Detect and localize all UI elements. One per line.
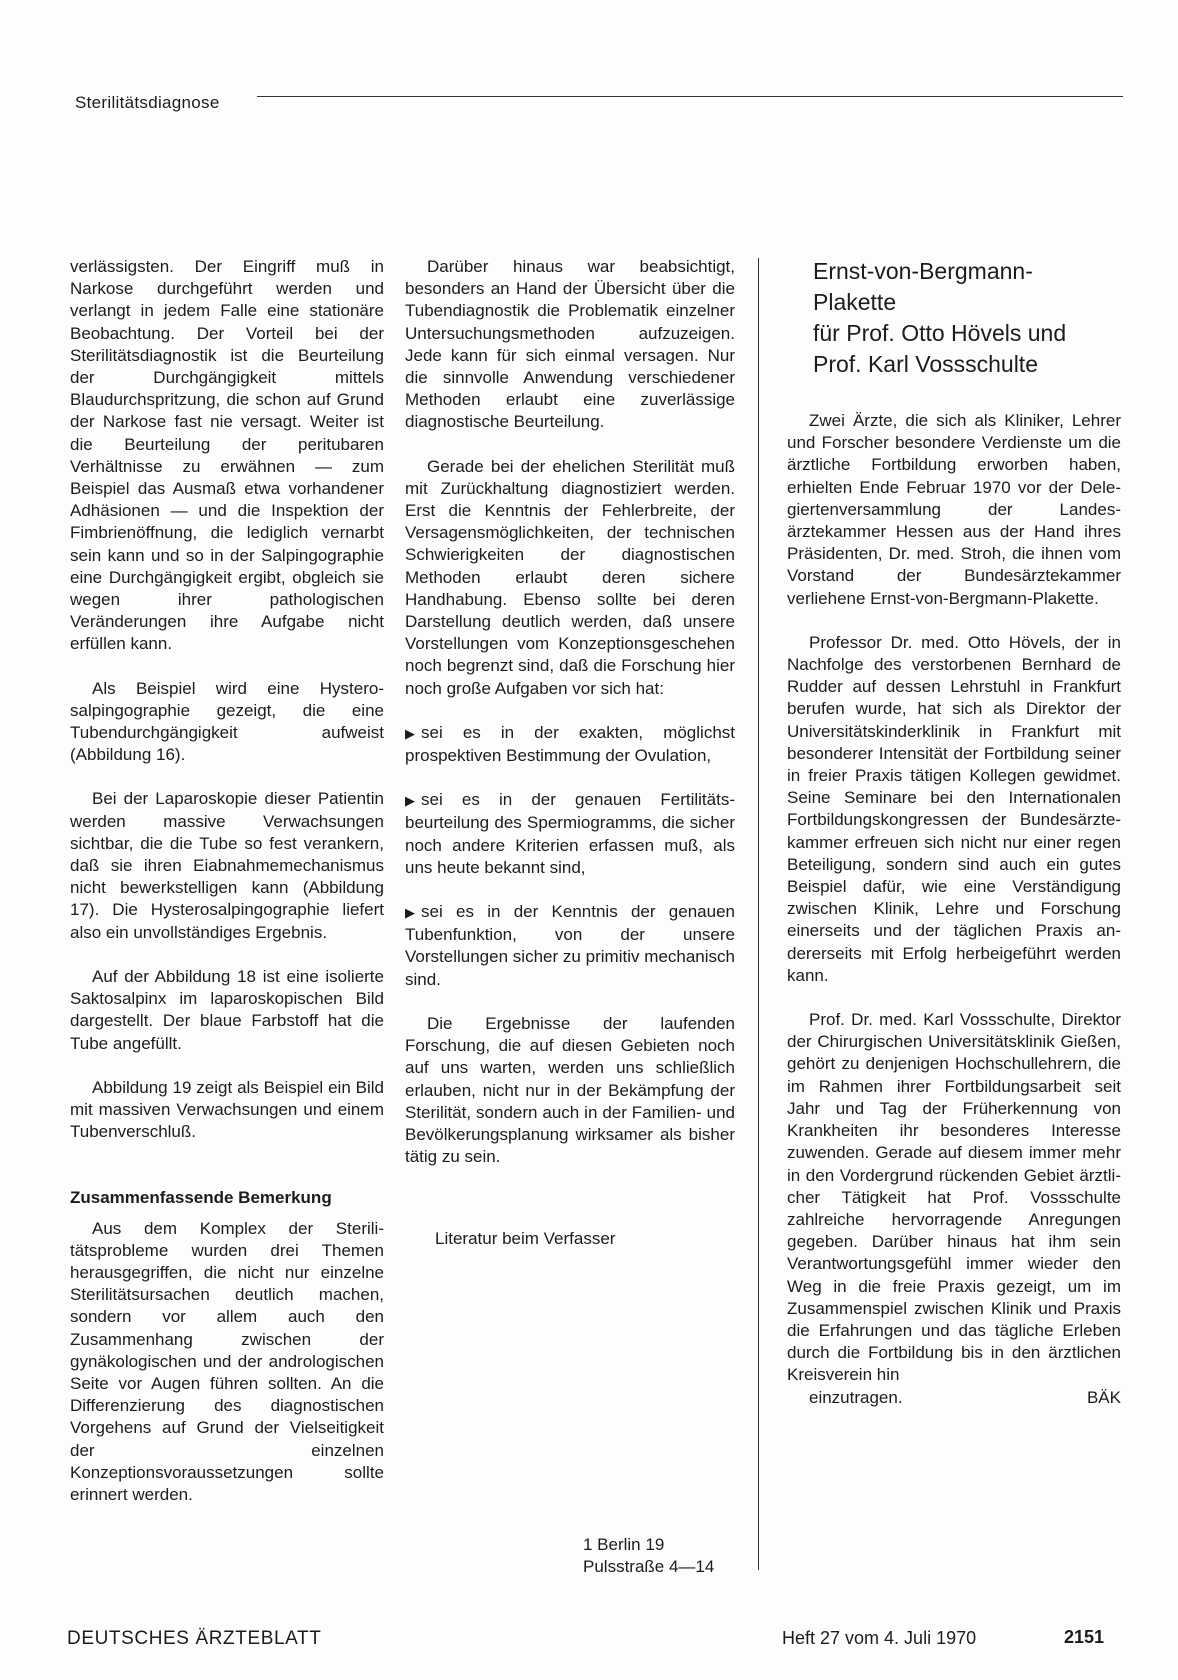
paragraph: Die Ergebnisse der laufenden Forschung, die auf diesen Gebieten noch auf uns warten, werden uns schließlich erlauben, nicht nur in der Bekämpfung der Sterilität, sondern auch in der Familien- und Bevölkerungsplanung wirksamer als bisher tätig zu sein. — [405, 1013, 735, 1167]
issue-info: Heft 27 vom 4. Juli 1970 — [782, 1628, 977, 1648]
running-header: Sterilitätsdiagnose — [75, 93, 220, 112]
paragraph: Gerade bei der ehelichen Sterilität muß mit Zurückhaltung diagnostiziert werden. Erst die Kenntnis der Fehlerbreite, der Versagensmöglichkeiten, der technischen Schwierigkeiten der diagnostischen Methoden erlaubt deren sichere Handhabung. Ebenso sollte bei deren Darstellung deutlich werden, daß unsere Vorstellungen vom Konzeptionsgeschehen noch begrenzt sind, daß die Forschung hier noch große Aufgaben vor sich hat: — [405, 456, 735, 698]
title-line: für Prof. Otto Hövels und — [813, 320, 1067, 346]
triangle-bullet-icon: ▶ — [405, 793, 415, 809]
paragraph: Prof. Dr. med. Karl Vossschulte, Direktor der Chirurgischen Universitätsklinik Gießen, gehört zu denjenigen Hochschullehrern, die im Rahmen ihrer Fortbildungsarbeit seit Jahr und Tag der Früherkennung von Krankheiten ihr besonderes Interesse zuwenden. Gerade auf diesem immer mehr in den Vordergrund rückenden Gebiet ärztlicher Tätigkeit hat Prof. Vossschulte zahlreiche hervorragende Anregungen gegeben. Darüber hinaus hat ihm sein Verantwortungsgefühl immer wieder den Weg in die freie Praxis gezeigt, um im Zusammenspiel zwischen Klinik und Praxis die Erfahrungen und das tägliche Erleben durch die Fortbildung bis in den ärztlichen Kreisverein hin — [787, 1010, 1121, 1385]
bullet-text: sei es in der genauen Fertilitätsbeurteilung des Spermiogramms, die sicher noch andere Kriterien erfassen muß, als uns heute bekannt sind, — [405, 790, 735, 877]
triangle-bullet-icon: ▶ — [405, 725, 415, 741]
bullet-item — [405, 722, 735, 767]
column-2 — [405, 256, 735, 1251]
paragraph: Aus dem Komplex der Sterilitätsprobleme wurden drei Themen herausgegriffen, die nicht nur einzelne Sterilitätsursachen deutlich machen, sondern vor allem auch den Zusammenhang zwischen der gynäkologischen und der andrologischen Seite vor Augen führen sollten. An die Differenzierung des diagnostischen Vorgehens auf Grund der Vielseitigkeit der einzelnen Konzeptionsvoraussetzungen sollte erinnert werden. — [70, 1218, 384, 1504]
title-line: Prof. Karl Vossschulte — [813, 351, 1038, 377]
paragraph: Abbildung 19 zeigt als Beispiel ein Bild mit massiven Verwachsungen und einem Tubenverschluß. — [70, 1077, 384, 1142]
bullet-item — [405, 789, 735, 879]
section-heading: Zusammenfassende Bemerkung — [70, 1188, 332, 1208]
address-line: Pulsstraße 4—14 — [583, 1557, 715, 1576]
paragraph: Professor Dr. med. Otto Hövels, der in Nachfolge des verstorbenen Bernhard de Rudder auf dessen Lehrstuhl in Frankfurt berufen wurde, hat sich als Direktor der Universitätskinderklinik in Frankfurt mit besonderer Intensität der Fortbildung seiner in freier Praxis tätigen Kollegen gewidmet. Seine Seminare bei den Internationalen Fortbildungskongressen der Bundesärztekammer erfreuen sich nicht nur einer regen Beteiligung, sondern sind auch ein gutes Beispiel dafür, wie eine Verständigung zwischen Klinik, Lehre und Forschung einerseits und der täglichen Praxis andererseits mit Erfolg herbeigeführt werden kann. — [787, 632, 1121, 985]
paragraph: Auf der Abbildung 18 ist eine isolierte Saktosalpinx im laparoskopischen Bild dargestellt. Der blaue Farbstoff hat die Tube angefüllt. — [70, 966, 384, 1053]
paragraph: Zwei Ärzte, die sich als Kliniker, Lehrer und Forscher besondere Verdienste um die ärztliche Fortbildung erworben haben, erhielten Ende Februar 1970 vor der Delegiertenversammlung der Landesärztekammer Hessen aus der Hand ihres Präsidenten, Dr. med. Stroh, die ihnen vom Vorstand der Bundesärztekammer verliehene Ernst-von-Bergmann-Plakette. — [787, 411, 1121, 608]
paragraph: verlässigsten. Der Eingriff muß in Narkose durchgeführt werden und verlangt in jedem Falle eine stationäre Beobachtung. Der Vorteil bei der Sterilitätsdiagnostik ist die Beurteilung der Durchgängigkeit mittels Blaudurchspritzung, die schon auf Grund der Narkose fast nie versagt. Weiter ist die Beurteilung der peritubaren Verhältnisse zu erwähnen — zum Beispiel das Ausmaß etwa vorhandener Adhäsionen — und die Inspektion der Fimbrienöffnung, die lediglich vernarbt sein kann und so in der Salpingographie eine Durchgängigkeit ergibt, obgleich sie wegen ihrer pathologischen Veränderungen ihre Aufgabe nicht erfüllen kann. — [70, 257, 384, 654]
author-address — [583, 1534, 714, 1578]
triangle-bullet-icon: ▶ — [405, 905, 415, 921]
bullet-text: sei es in der exakten, möglichst prospektiven Bestimmung der Ovulation, — [405, 722, 735, 766]
column-1 — [70, 256, 384, 1528]
column-divider — [758, 258, 759, 1570]
header-rule — [257, 96, 1123, 97]
literature-note: Literatur beim Verfasser — [435, 1229, 616, 1249]
bullet-item — [405, 901, 735, 991]
address-line: 1 Berlin 19 — [583, 1535, 665, 1554]
paragraph: Als Beispiel wird eine Hysterosalpingographie gezeigt, die eine Tubendurchgängigkeit aufweist (Abbildung 16). — [70, 678, 384, 765]
bullet-text: sei es in der Kenntnis der genauen Tubenfunktion, von der unsere Vorstellungen sicher zu primitiv mechanisch sind. — [405, 902, 735, 989]
signature: BÄK — [1086, 1387, 1121, 1407]
paragraph: Bei der Laparoskopie dieser Patientin werden massive Verwachsungen sichtbar, die die Tube so fest verankern, daß sie ihren Eiabnahmemechanismus nicht bewerkstelligen kann (Abbildung 17). Die Hysterosalpingographie liefert also ein unvollständiges Ergebnis. — [70, 789, 384, 942]
closing-line — [787, 1387, 1121, 1409]
journal-name: DEUTSCHES ÄRZTEBLATT — [67, 1628, 322, 1649]
last-words: einzutragen. — [809, 1387, 903, 1407]
title-line: Plakette — [813, 289, 897, 315]
title-line: Ernst-von-Bergmann- — [813, 258, 1033, 284]
paragraph: Darüber hinaus war beabsichtigt, besonders an Hand der Übersicht über die Tubendiagnostik die Problematik einzelner Untersuchungsmethoden aufzuzeigen. Jede kann für sich einmal versagen. Nur die sinnvolle Anwendung verschiedener Methoden erlaubt eine zuverlässige diagnostische Beurteilung. — [405, 257, 735, 432]
article-title — [813, 256, 1121, 380]
column-3 — [787, 256, 1121, 1409]
page-number: 2151 — [1064, 1627, 1105, 1647]
